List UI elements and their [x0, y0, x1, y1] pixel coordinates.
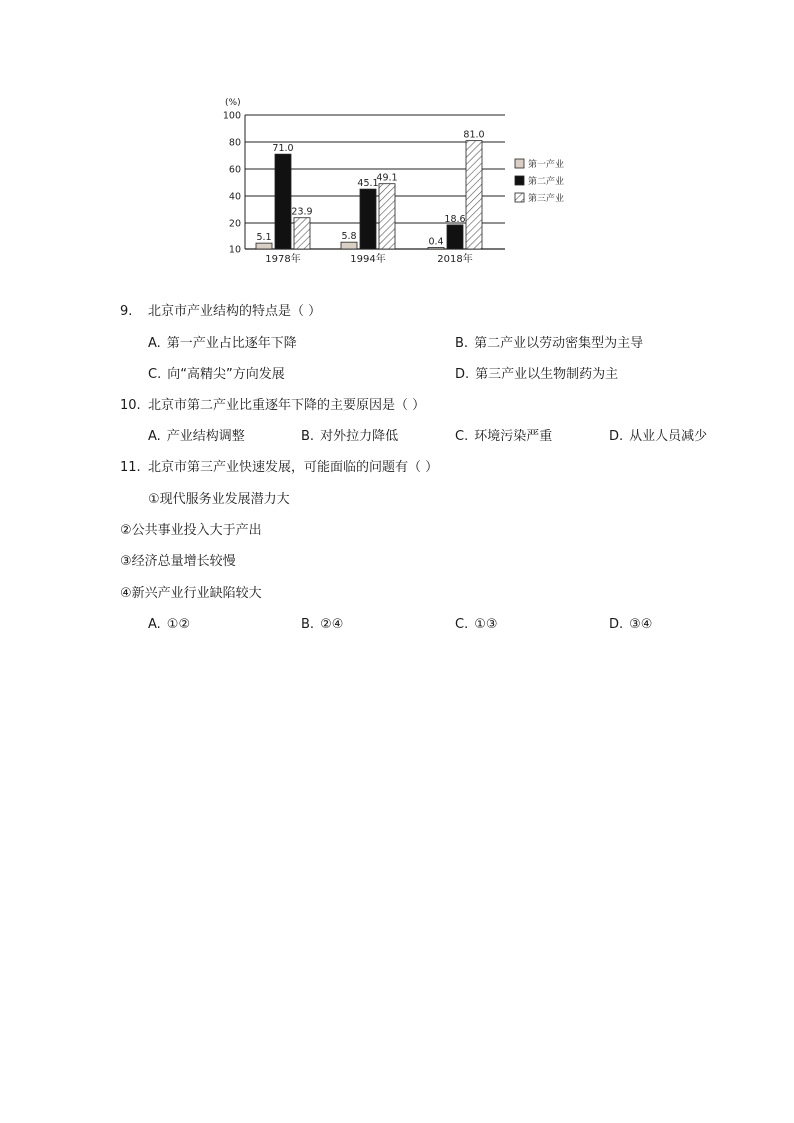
bar: [256, 243, 272, 249]
option-text: 第二产业以劳动密集型为主导: [474, 336, 644, 351]
option-c[interactable]: [148, 366, 285, 384]
bar: [275, 154, 291, 249]
data-label: 81.0: [463, 129, 485, 141]
data-label: 5.8: [341, 231, 357, 243]
option-text: ③④: [629, 617, 653, 632]
question-number: 10.: [120, 398, 141, 413]
option-label: A.: [148, 429, 161, 444]
option-c[interactable]: [455, 616, 498, 634]
option-b[interactable]: [301, 616, 343, 634]
x-category-label: 1994年: [350, 254, 386, 265]
option-text: ①②: [166, 617, 191, 632]
bar: [466, 141, 482, 249]
option-text: 对外拉力降低: [320, 429, 399, 444]
y-tick-label: 10: [228, 244, 241, 256]
question-stem: 北京市产业结构的特点是（ ）: [148, 304, 322, 319]
question-stem: 北京市第三产业快速发展，可能面临的问题有（ ）: [148, 460, 439, 475]
question-number: 9.: [120, 304, 133, 319]
option-a[interactable]: [148, 428, 245, 446]
option-label: D.: [609, 429, 624, 444]
y-tick-label: 40: [228, 191, 241, 203]
data-label: 23.9: [291, 206, 313, 218]
legend-swatch: [515, 159, 524, 168]
bar: [294, 218, 310, 249]
option-d[interactable]: [609, 616, 652, 634]
question-stem: 北京市第二产业比重逐年下降的主要原因是（ ）: [148, 398, 426, 413]
y-tick-label: 100: [222, 110, 241, 122]
y-tick-label: 60: [228, 164, 241, 176]
bar: [379, 184, 395, 249]
option-text: 从业人员减少: [629, 429, 708, 444]
option-label: C.: [148, 367, 162, 382]
legend-label: 第三产业: [528, 194, 565, 204]
option-text: 第一产业占比逐年下降: [166, 336, 297, 351]
option-d[interactable]: [455, 366, 618, 384]
option-label: A.: [148, 617, 161, 632]
statement-1: ①现代服务业发展潜力大: [148, 492, 290, 507]
option-label: D.: [455, 367, 470, 382]
legend-swatch: [515, 193, 524, 202]
data-label: 45.1: [357, 178, 379, 190]
option-text: 产业结构调整: [166, 429, 245, 444]
statement-3: ③经济总量增长较慢: [120, 554, 236, 569]
option-b[interactable]: [301, 428, 398, 446]
data-label: 0.4: [428, 236, 444, 248]
bar: [428, 248, 444, 250]
data-label: 18.6: [444, 213, 466, 225]
option-label: B.: [301, 429, 315, 444]
option-d[interactable]: [609, 428, 707, 446]
statement-2: ②公共事业投入大于产出: [120, 523, 262, 538]
bar: [447, 225, 463, 249]
question-9: [120, 303, 321, 321]
option-label: C.: [455, 617, 469, 632]
option-label: A.: [148, 336, 161, 351]
option-a[interactable]: [148, 616, 190, 634]
question-10: [120, 397, 425, 415]
option-a[interactable]: [148, 335, 297, 353]
option-text: 环境污染严重: [474, 429, 553, 444]
option-label: B.: [455, 336, 469, 351]
y-axis-unit: (%): [225, 98, 241, 108]
option-text: ②④: [320, 617, 344, 632]
question-number: 11.: [120, 460, 141, 475]
question-11: [120, 459, 438, 477]
data-label: 71.0: [272, 143, 294, 155]
option-label: C.: [455, 429, 469, 444]
bar: [360, 189, 376, 249]
option-label: D.: [609, 617, 624, 632]
legend-label: 第二产业: [528, 177, 565, 187]
option-label: B.: [301, 617, 315, 632]
option-text: ①③: [474, 617, 498, 632]
bar: [341, 242, 357, 249]
statement-4: ④新兴产业行业缺陷较大: [120, 586, 262, 601]
y-tick-label: 20: [228, 218, 241, 230]
data-label: 49.1: [376, 172, 398, 184]
option-b[interactable]: [455, 335, 643, 353]
x-category-label: 2018年: [437, 254, 473, 265]
x-category-label: 1978年: [265, 254, 301, 265]
industry-structure-bar-chart: [218, 94, 598, 274]
option-text: 第三产业以生物制药为主: [475, 367, 619, 382]
y-tick-label: 80: [228, 137, 241, 149]
data-label: 5.1: [256, 232, 272, 244]
legend-label: 第一产业: [528, 160, 565, 170]
option-c[interactable]: [455, 428, 552, 446]
option-text: 向“高精尖”方向发展: [167, 367, 285, 382]
legend-swatch: [515, 176, 524, 185]
